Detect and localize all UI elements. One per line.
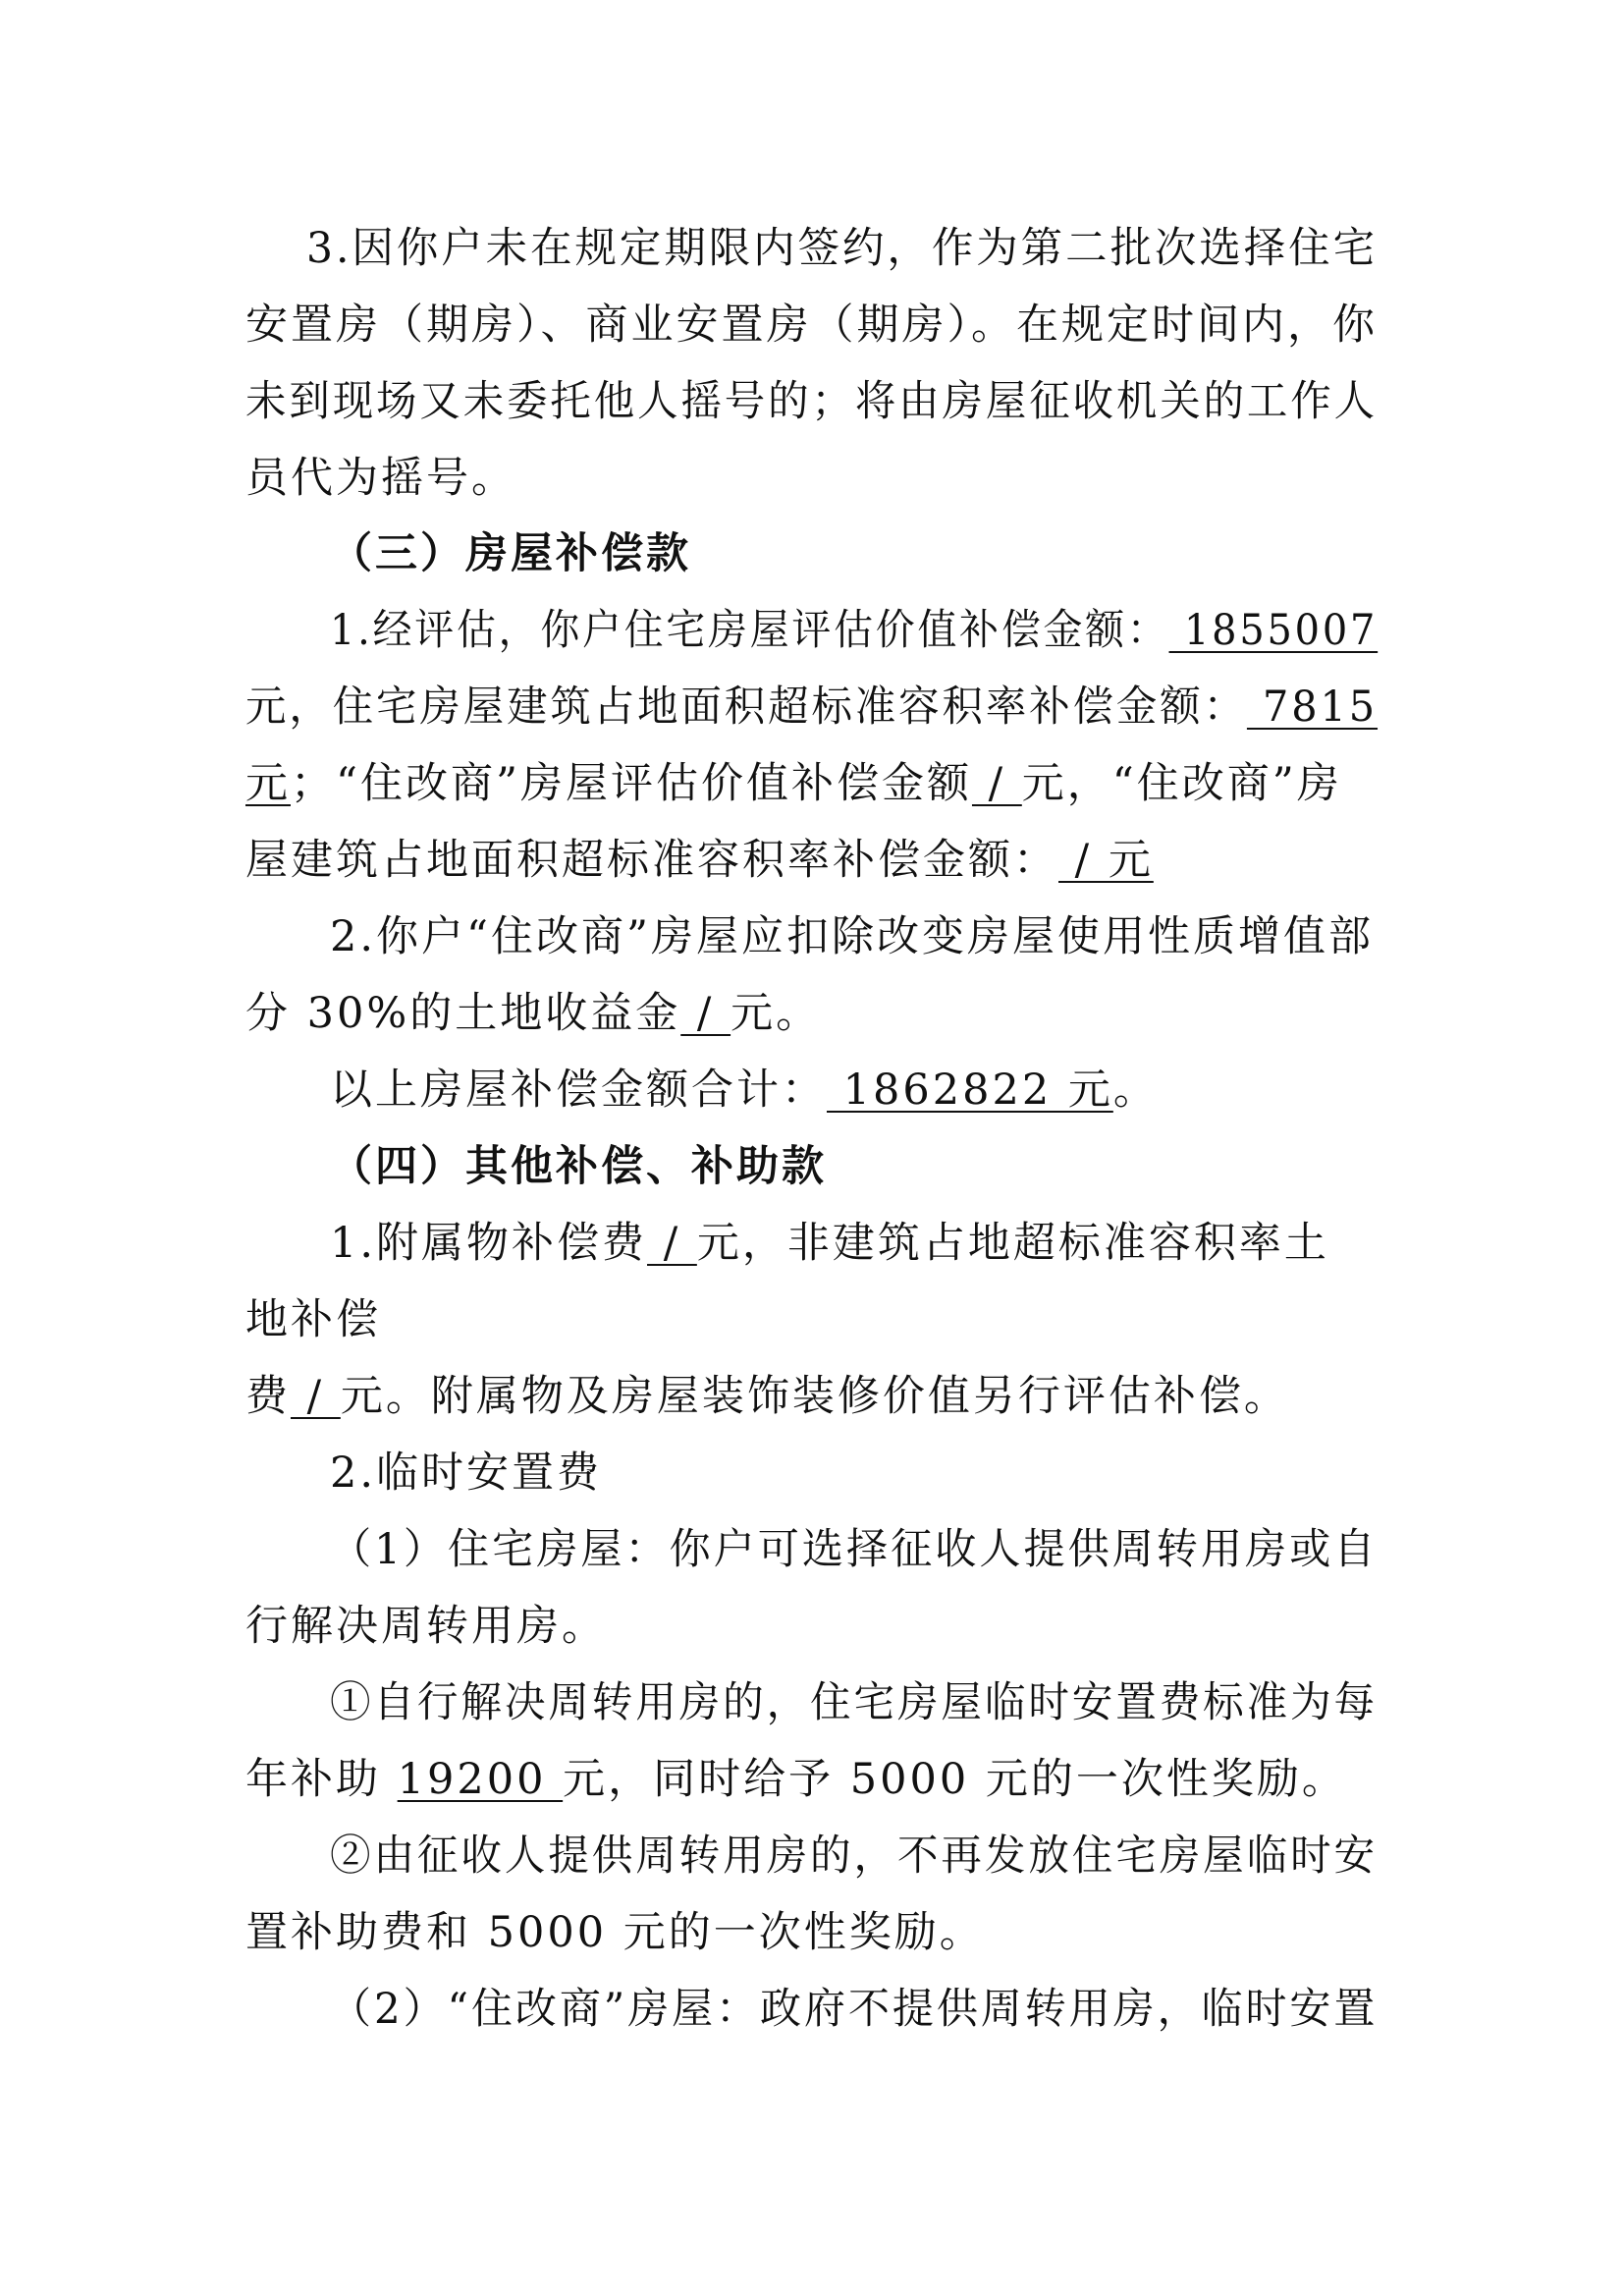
total-line: 以上房屋补偿金额合计： 1862822 元。 — [330, 1066, 1159, 1115]
amount-field: / — [680, 989, 731, 1038]
section-heading: （四）其他补偿、补助款 — [330, 1142, 827, 1191]
paragraph-line: 年补助 19200 元，同时给予 5000 元的一次性奖励。 — [245, 1755, 1347, 1804]
paragraph-line: 员代为摇号。 — [245, 454, 516, 503]
amount-field: / — [971, 759, 1022, 808]
paragraph-line: 地补偿 — [245, 1295, 381, 1344]
paragraph-line: 安置房（期房）、商业安置房（期房）。在规定时间内，你 — [245, 301, 1378, 350]
amount-field: 19200 — [397, 1755, 564, 1804]
paragraph-line: 行解决周转用房。 — [245, 1602, 607, 1651]
paragraph-line: （1）住宅房屋：你户可选择征收人提供周转用房或自 — [330, 1525, 1379, 1574]
paragraph-line: ②由征收人提供周转用房的，不再发放住宅房屋临时安 — [330, 1831, 1379, 1881]
paragraph-line: 2.临时安置费 — [330, 1449, 603, 1498]
paragraph-line: 分 30%的土地收益金 / 元。 — [245, 989, 822, 1038]
paragraph-line: 1.附属物补偿费 / 元，非建筑占地超标准容积率土 — [330, 1219, 1329, 1268]
amount-field: / — [291, 1372, 341, 1421]
section-heading: （三）房屋补偿款 — [330, 529, 691, 578]
amount-field: / — [647, 1219, 697, 1268]
paragraph-line: 2.你户“住改商”房屋应扣除改变房屋使用性质增值部 — [330, 912, 1374, 961]
paragraph-line: 置补助费和 5000 元的一次性奖励。 — [245, 1908, 985, 1957]
paragraph-line: （2）“住改商”房屋：政府不提供周转用房，临时安置 — [330, 1985, 1379, 2034]
paragraph-line: 费 / 元。附属物及房屋装饰装修价值另行评估补偿。 — [245, 1372, 1289, 1421]
amount-field: 1855007 — [1168, 606, 1379, 655]
amount-field: / 元 — [1058, 836, 1154, 885]
paragraph-line: 元；“住改商”房屋评估价值补偿金额 / 元，“住改商”房 — [245, 759, 1342, 808]
paragraph-line: 屋建筑占地面积超标准容积率补偿金额： / 元 — [245, 836, 1154, 885]
total-amount-field: 1862822 元 — [827, 1066, 1113, 1115]
paragraph-line: 1.经评估，你户住宅房屋评估价值补偿金额： 1855007 — [330, 606, 1379, 655]
paragraph-line: 3.因你户未在规定期限内签约，作为第二批次选择住宅 — [306, 224, 1378, 273]
paragraph-line: 元，住宅房屋建筑占地面积超标准容积率补偿金额： 7815 — [245, 683, 1379, 732]
amount-field: 元 — [245, 759, 291, 808]
paragraph-line: ①自行解决周转用房的，住宅房屋临时安置费标准为每 — [330, 1678, 1379, 1727]
amount-field: 7815 — [1246, 683, 1379, 732]
paragraph-line: 未到现场又未委托他人摇号的；将由房屋征收机关的工作人 — [245, 377, 1378, 426]
